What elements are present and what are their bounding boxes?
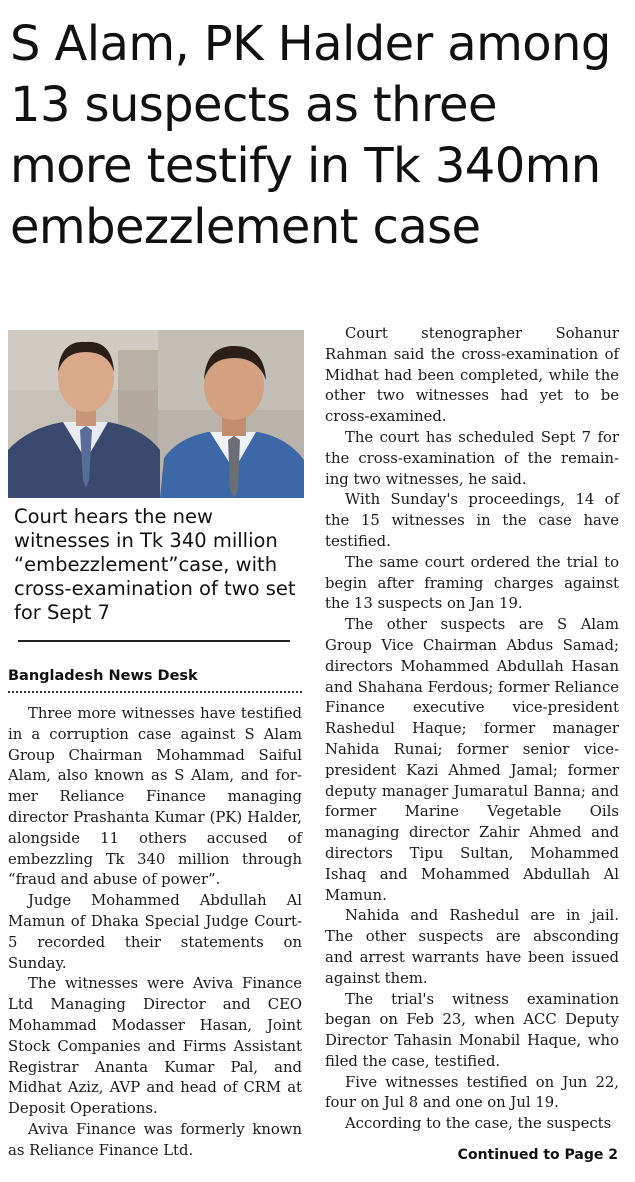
photo-caption: Court hears the new witnesses in Tk 340 million “embezzlement”case, with cross-examination of two set for Sept 7 — [14, 505, 296, 624]
paragraph: Court stenographer Sohanur Rahman said the cross-examination of Midhat had been completed, while the other two witnesses had yet to be cross-examined. — [325, 325, 619, 426]
article-column-right — [325, 324, 619, 1135]
paragraph: According to the case, the suspects — [345, 1115, 612, 1133]
headline: S Alam, PK Halder among 13 suspects as three more testify in Tk 340mn embezzlement case — [10, 16, 611, 255]
suspects-photo-illustration — [8, 330, 304, 498]
paragraph: Judge Mohammed Abdullah Al Mamun of Dhaka Special Judge Court-5 recorded their statements on Sunday. — [8, 892, 302, 972]
paragraph: Nahida and Rashedul are in jail. The other suspects are absconding and arrest warrants have been issued against them. — [325, 907, 619, 987]
paragraph: With Sunday's proceedings, 14 of the 15 witnesses in the case have testified. — [325, 491, 619, 550]
paragraph: Five witnesses testified on Jun 22, four on Jul 8 and one on Jul 19. — [325, 1073, 619, 1112]
paragraph: The court has scheduled Sept 7 for the cross-examination of the remaining two witnesses, he said. — [325, 428, 619, 488]
byline: Bangladesh News Desk — [8, 668, 198, 684]
caption-divider — [18, 640, 290, 642]
article-column-left — [8, 704, 302, 1162]
paragraph: The trial's witness examination began on Feb 23, when ACC Deputy Director Tahasin Monabil Haque, who filed the case, testified. — [325, 990, 619, 1070]
continued-link[interactable]: Continued to Page 2 — [457, 1147, 618, 1163]
paragraph: The same court ordered the trial to begin after framing charges against the 13 suspects on Jan 19. — [325, 553, 619, 613]
paragraph: The witnesses were Aviva Finance Ltd Managing Director and CEO Mohammad Modasser Hasan, Joint Stock Companies and Firms Assistant Registrar Ananta Kumar Pal, and Midhat Aziz, AVP and head of CRM at Deposit Operations. — [8, 975, 302, 1118]
paragraph: The other suspects are S Alam Group Vice Chairman Abdus Samad; directors Mohammed Abdullah Hasan and Shahana Ferdous; former Reliance Finance executive vice-president Rashedul Haque; former manager Nahida Runai; former senior vice-president Kazi Ahmed Jamal; former deputy manager Jumaratul Banna; and former Marine Vegetable Oils managing director Zahir Ahmed and directors Tipu Sultan, Mohammed Ishaq and Mohammed Abdullah Al Mamun. — [325, 616, 619, 904]
suspects-photo — [8, 330, 304, 498]
byline-divider — [8, 691, 302, 693]
paragraph: Three more witnesses have testified in a corruption case against S Alam Group Chairman Mohammad Saiful Alam, also known as S Alam, and former Reliance Finance managing director Prashanta Kumar (PK) Halder, alongside 11 others accused of embezzling Tk 340 million through “fraud and abuse of power”. — [8, 705, 302, 889]
paragraph: Aviva Finance was formerly known as Reliance Finance Ltd. — [8, 1120, 302, 1159]
